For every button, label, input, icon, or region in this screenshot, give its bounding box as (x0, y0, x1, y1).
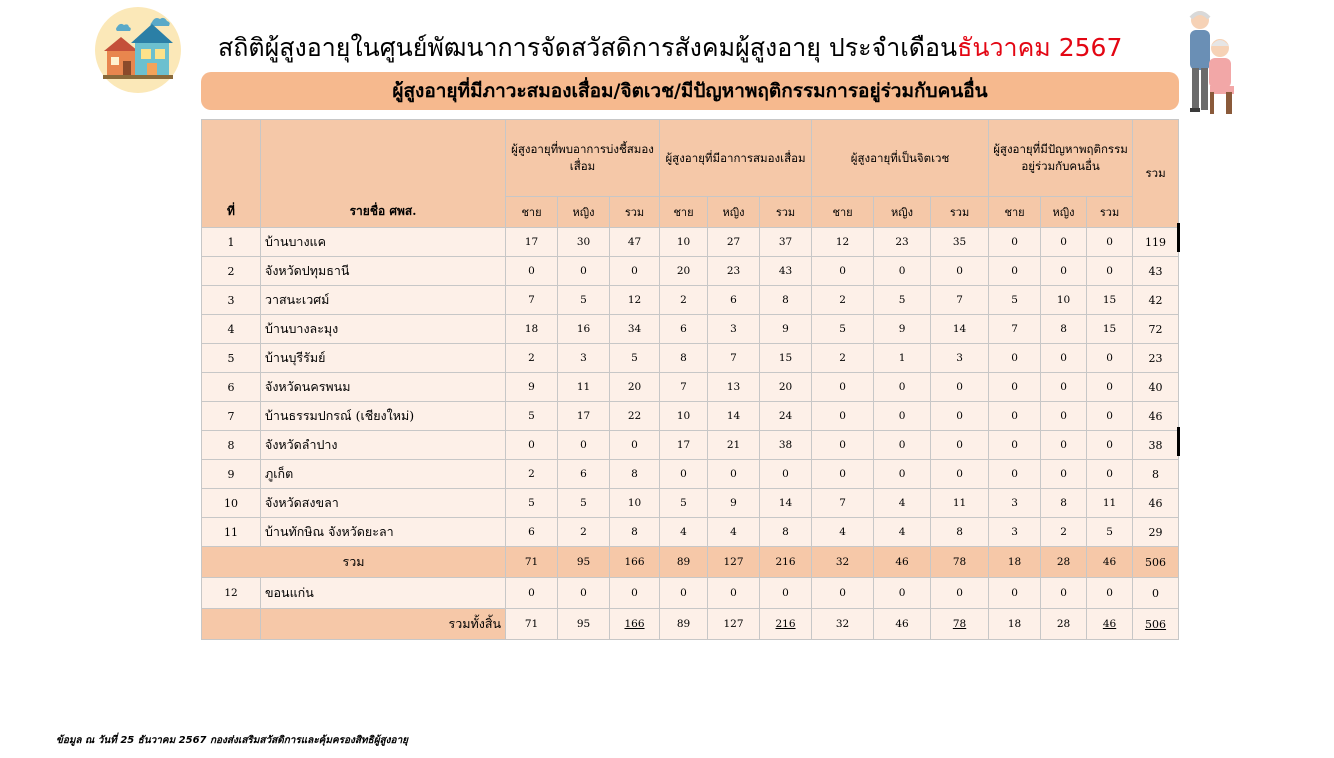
center-name: บ้านบุรีรัมย์ (261, 344, 506, 373)
value-cell: 7 (812, 489, 874, 518)
house-logo (95, 7, 181, 93)
row-total: 42 (1133, 286, 1179, 315)
grand-cell: 46 (1087, 609, 1133, 640)
value-cell: 0 (812, 431, 874, 460)
value-cell: 0 (610, 431, 660, 460)
row-number: 4 (202, 315, 261, 344)
value-cell: 7 (506, 286, 558, 315)
title-main: สถิติผู้สูงอายุในศูนย์พัฒนาการจัดสวัสดิการสังคมผู้สูงอายุ ประจำเดือน (218, 33, 958, 62)
value-cell: 14 (708, 402, 760, 431)
value-cell: 0 (558, 431, 610, 460)
table-row (202, 315, 1179, 344)
value-cell: 0 (1087, 344, 1133, 373)
value-cell: 8 (760, 286, 812, 315)
value-cell: 15 (1087, 286, 1133, 315)
value-cell: 0 (874, 460, 931, 489)
center-name: ภูเก็ต (261, 460, 506, 489)
group-header-dementia: ผู้สูงอายุที่มีอาการสมองเสื่อม (660, 120, 812, 197)
sum-cell: 71 (506, 547, 558, 578)
value-cell: 20 (610, 373, 660, 402)
value-cell: 9 (760, 315, 812, 344)
subheader-female: หญิง (874, 197, 931, 228)
row-number: 12 (202, 578, 261, 609)
right-edge-accent (1177, 427, 1180, 456)
row-number: 2 (202, 257, 261, 286)
grand-cell: 95 (558, 609, 610, 640)
value-cell: 0 (874, 578, 931, 609)
value-cell: 0 (812, 257, 874, 286)
value-cell: 4 (708, 518, 760, 547)
value-cell: 11 (558, 373, 610, 402)
subheader-female: หญิง (1041, 197, 1087, 228)
value-cell: 47 (610, 228, 660, 257)
row-total: 8 (1133, 460, 1179, 489)
value-cell: 4 (874, 518, 931, 547)
row-total: 46 (1133, 489, 1179, 518)
section-title-bar: ผู้สูงอายุที่มีภาวะสมองเสื่อม/จิตเวช/มีปัญหาพฤติกรรมการอยู่ร่วมกับคนอื่น (201, 72, 1179, 110)
grand-cell: 78 (931, 609, 989, 640)
row-number: 9 (202, 460, 261, 489)
value-cell: 0 (1087, 431, 1133, 460)
value-cell: 2 (558, 518, 610, 547)
sum-cell: 18 (989, 547, 1041, 578)
value-cell: 0 (989, 373, 1041, 402)
value-cell: 0 (812, 373, 874, 402)
value-cell: 27 (708, 228, 760, 257)
value-cell: 2 (812, 286, 874, 315)
value-cell: 2 (506, 344, 558, 373)
value-cell: 20 (760, 373, 812, 402)
value-cell: 13 (708, 373, 760, 402)
value-cell: 15 (760, 344, 812, 373)
grand-total-label: รวมทั้งสิ้น (261, 609, 506, 640)
value-cell: 2 (1041, 518, 1087, 547)
column-header-total: รวม (1133, 120, 1179, 228)
sum-cell: 46 (1087, 547, 1133, 578)
value-cell: 0 (989, 402, 1041, 431)
sum-cell: 89 (660, 547, 708, 578)
value-cell: 8 (610, 460, 660, 489)
grand-total: 506 (1133, 609, 1179, 640)
value-cell: 15 (1087, 315, 1133, 344)
value-cell: 17 (660, 431, 708, 460)
value-cell: 0 (1041, 460, 1087, 489)
value-cell: 37 (760, 228, 812, 257)
grand-cell: 127 (708, 609, 760, 640)
subheader-total: รวม (760, 197, 812, 228)
value-cell: 0 (660, 460, 708, 489)
value-cell: 3 (708, 315, 760, 344)
value-cell: 2 (506, 460, 558, 489)
value-cell: 30 (558, 228, 610, 257)
center-name: จังหวัดลำปาง (261, 431, 506, 460)
table-row (202, 431, 1179, 460)
table-row (202, 373, 1179, 402)
value-cell: 0 (874, 402, 931, 431)
value-cell: 0 (1087, 373, 1133, 402)
row-number: 6 (202, 373, 261, 402)
table-row (202, 286, 1179, 315)
value-cell: 43 (760, 257, 812, 286)
row-total: 43 (1133, 257, 1179, 286)
value-cell: 5 (610, 344, 660, 373)
value-cell: 0 (1087, 460, 1133, 489)
value-cell: 0 (812, 402, 874, 431)
row-total: 0 (1133, 578, 1179, 609)
value-cell: 0 (1087, 402, 1133, 431)
subheader-male: ชาย (989, 197, 1041, 228)
value-cell: 0 (989, 578, 1041, 609)
value-cell: 12 (812, 228, 874, 257)
value-cell: 0 (874, 257, 931, 286)
table-row (202, 460, 1179, 489)
center-name: บ้านทักษิณ จังหวัดยะลา (261, 518, 506, 547)
value-cell: 0 (1087, 578, 1133, 609)
value-cell: 5 (874, 286, 931, 315)
value-cell: 1 (874, 344, 931, 373)
row-total: 29 (1133, 518, 1179, 547)
value-cell: 34 (610, 315, 660, 344)
value-cell: 0 (931, 578, 989, 609)
value-cell: 3 (558, 344, 610, 373)
value-cell: 0 (874, 431, 931, 460)
value-cell: 0 (874, 373, 931, 402)
sum-cell: 216 (760, 547, 812, 578)
value-cell: 0 (1041, 228, 1087, 257)
grand-total-row (202, 609, 1179, 640)
value-cell: 0 (812, 460, 874, 489)
sum-label: รวม (202, 547, 506, 578)
value-cell: 5 (1087, 518, 1133, 547)
row-total: 46 (1133, 402, 1179, 431)
value-cell: 24 (760, 402, 812, 431)
value-cell: 5 (989, 286, 1041, 315)
value-cell: 0 (989, 431, 1041, 460)
value-cell: 0 (931, 460, 989, 489)
sum-cell: 78 (931, 547, 989, 578)
center-name: จังหวัดสงขลา (261, 489, 506, 518)
value-cell: 8 (610, 518, 660, 547)
value-cell: 4 (874, 489, 931, 518)
value-cell: 9 (874, 315, 931, 344)
center-name: บ้านธรรมปกรณ์ (เชียงใหม่) (261, 402, 506, 431)
grand-cell: 32 (812, 609, 874, 640)
subheader-total: รวม (610, 197, 660, 228)
sum-cell: 127 (708, 547, 760, 578)
value-cell: 20 (660, 257, 708, 286)
row-number: 7 (202, 402, 261, 431)
elderly-couple-illustration (1180, 8, 1240, 120)
group-header-dementia-signs: ผู้สูงอายุที่พบอาการบ่งชี้สมองเสื่อม (506, 120, 660, 197)
value-cell: 12 (610, 286, 660, 315)
grand-cell: 46 (874, 609, 931, 640)
value-cell: 3 (989, 489, 1041, 518)
value-cell: 0 (1087, 228, 1133, 257)
value-cell: 6 (708, 286, 760, 315)
value-cell: 0 (558, 578, 610, 609)
value-cell: 0 (931, 373, 989, 402)
grand-cell: 216 (760, 609, 812, 640)
value-cell: 0 (558, 257, 610, 286)
value-cell: 5 (558, 286, 610, 315)
row-total: 119 (1133, 228, 1179, 257)
value-cell: 8 (931, 518, 989, 547)
value-cell: 35 (931, 228, 989, 257)
value-cell: 0 (1041, 402, 1087, 431)
value-cell: 17 (558, 402, 610, 431)
value-cell: 4 (660, 518, 708, 547)
value-cell: 9 (506, 373, 558, 402)
row-number: 11 (202, 518, 261, 547)
center-name: จังหวัดปทุมธานี (261, 257, 506, 286)
right-edge-accent (1177, 223, 1180, 252)
grand-empty-cell (202, 609, 261, 640)
value-cell: 3 (931, 344, 989, 373)
table-row (202, 402, 1179, 431)
value-cell: 0 (660, 578, 708, 609)
sum-cell: 46 (874, 547, 931, 578)
subheader-male: ชาย (660, 197, 708, 228)
value-cell: 8 (1041, 315, 1087, 344)
value-cell: 0 (610, 257, 660, 286)
statistics-table (201, 119, 1179, 640)
table-row (202, 344, 1179, 373)
center-name: บ้านบางละมุง (261, 315, 506, 344)
table-row (202, 228, 1179, 257)
value-cell: 14 (931, 315, 989, 344)
subheader-male: ชาย (506, 197, 558, 228)
value-cell: 2 (660, 286, 708, 315)
center-name: วาสนะเวศม์ (261, 286, 506, 315)
value-cell: 5 (558, 489, 610, 518)
subheader-female: หญิง (708, 197, 760, 228)
value-cell: 0 (610, 578, 660, 609)
grand-cell: 166 (610, 609, 660, 640)
table-row (202, 518, 1179, 547)
sum-total: 506 (1133, 547, 1179, 578)
value-cell: 0 (931, 257, 989, 286)
value-cell: 0 (708, 578, 760, 609)
footer-note: ข้อมูล ณ วันที่ 25 ธันวาคม 2567 กองส่งเสริมสวัสดิการและคุ้มครองสิทธิผู้สูงอายุ (56, 735, 409, 746)
row-number: 1 (202, 228, 261, 257)
column-header-name: รายชื่อ ศพส. (261, 120, 506, 228)
value-cell: 7 (989, 315, 1041, 344)
sum-row (202, 547, 1179, 578)
group-header-psychiatric: ผู้สูงอายุที่เป็นจิตเวช (812, 120, 989, 197)
value-cell: 23 (708, 257, 760, 286)
grand-cell: 18 (989, 609, 1041, 640)
group-header-behavior: ผู้สูงอายุที่มีปัญหาพฤติกรรมอยู่ร่วมกับคนอื่น (989, 120, 1133, 197)
value-cell: 0 (989, 228, 1041, 257)
value-cell: 0 (1041, 373, 1087, 402)
value-cell: 7 (660, 373, 708, 402)
value-cell: 0 (506, 578, 558, 609)
value-cell: 9 (708, 489, 760, 518)
value-cell: 38 (760, 431, 812, 460)
value-cell: 0 (506, 431, 558, 460)
value-cell: 8 (660, 344, 708, 373)
value-cell: 0 (506, 257, 558, 286)
subheader-total: รวม (1087, 197, 1133, 228)
value-cell: 0 (760, 578, 812, 609)
value-cell: 23 (874, 228, 931, 257)
grand-cell: 89 (660, 609, 708, 640)
value-cell: 5 (660, 489, 708, 518)
row-total: 23 (1133, 344, 1179, 373)
value-cell: 2 (812, 344, 874, 373)
title-month: ธันวาคม 2567 (957, 33, 1123, 62)
table-row (202, 578, 1179, 609)
row-total: 72 (1133, 315, 1179, 344)
value-cell: 0 (1041, 257, 1087, 286)
value-cell: 21 (708, 431, 760, 460)
value-cell: 18 (506, 315, 558, 344)
grand-cell: 71 (506, 609, 558, 640)
value-cell: 3 (989, 518, 1041, 547)
sum-cell: 95 (558, 547, 610, 578)
value-cell: 11 (1087, 489, 1133, 518)
row-number: 5 (202, 344, 261, 373)
center-name: จังหวัดนครพนม (261, 373, 506, 402)
page-title (218, 28, 1122, 68)
value-cell: 8 (1041, 489, 1087, 518)
subheader-male: ชาย (812, 197, 874, 228)
value-cell: 0 (989, 257, 1041, 286)
value-cell: 6 (506, 518, 558, 547)
center-name: บ้านบางแค (261, 228, 506, 257)
value-cell: 0 (1041, 344, 1087, 373)
value-cell: 0 (989, 460, 1041, 489)
value-cell: 4 (812, 518, 874, 547)
table-row (202, 489, 1179, 518)
value-cell: 5 (506, 402, 558, 431)
value-cell: 8 (760, 518, 812, 547)
row-number: 8 (202, 431, 261, 460)
value-cell: 0 (989, 344, 1041, 373)
value-cell: 0 (760, 460, 812, 489)
value-cell: 0 (931, 431, 989, 460)
value-cell: 10 (660, 402, 708, 431)
subheader-total: รวม (931, 197, 989, 228)
value-cell: 0 (1087, 257, 1133, 286)
value-cell: 7 (931, 286, 989, 315)
row-total: 38 (1133, 431, 1179, 460)
row-number: 3 (202, 286, 261, 315)
value-cell: 16 (558, 315, 610, 344)
sum-cell: 28 (1041, 547, 1087, 578)
sum-cell: 166 (610, 547, 660, 578)
grand-cell: 28 (1041, 609, 1087, 640)
center-name: ขอนแก่น (261, 578, 506, 609)
value-cell: 5 (506, 489, 558, 518)
value-cell: 10 (1041, 286, 1087, 315)
value-cell: 0 (1041, 578, 1087, 609)
column-header-no: ที่ (202, 120, 261, 228)
value-cell: 17 (506, 228, 558, 257)
value-cell: 11 (931, 489, 989, 518)
value-cell: 5 (812, 315, 874, 344)
value-cell: 14 (760, 489, 812, 518)
value-cell: 6 (660, 315, 708, 344)
value-cell: 0 (1041, 431, 1087, 460)
value-cell: 10 (610, 489, 660, 518)
value-cell: 0 (931, 402, 989, 431)
value-cell: 0 (812, 578, 874, 609)
table-row (202, 257, 1179, 286)
value-cell: 22 (610, 402, 660, 431)
sum-cell: 32 (812, 547, 874, 578)
value-cell: 7 (708, 344, 760, 373)
value-cell: 6 (558, 460, 610, 489)
value-cell: 10 (660, 228, 708, 257)
value-cell: 0 (708, 460, 760, 489)
row-number: 10 (202, 489, 261, 518)
subheader-female: หญิง (558, 197, 610, 228)
row-total: 40 (1133, 373, 1179, 402)
